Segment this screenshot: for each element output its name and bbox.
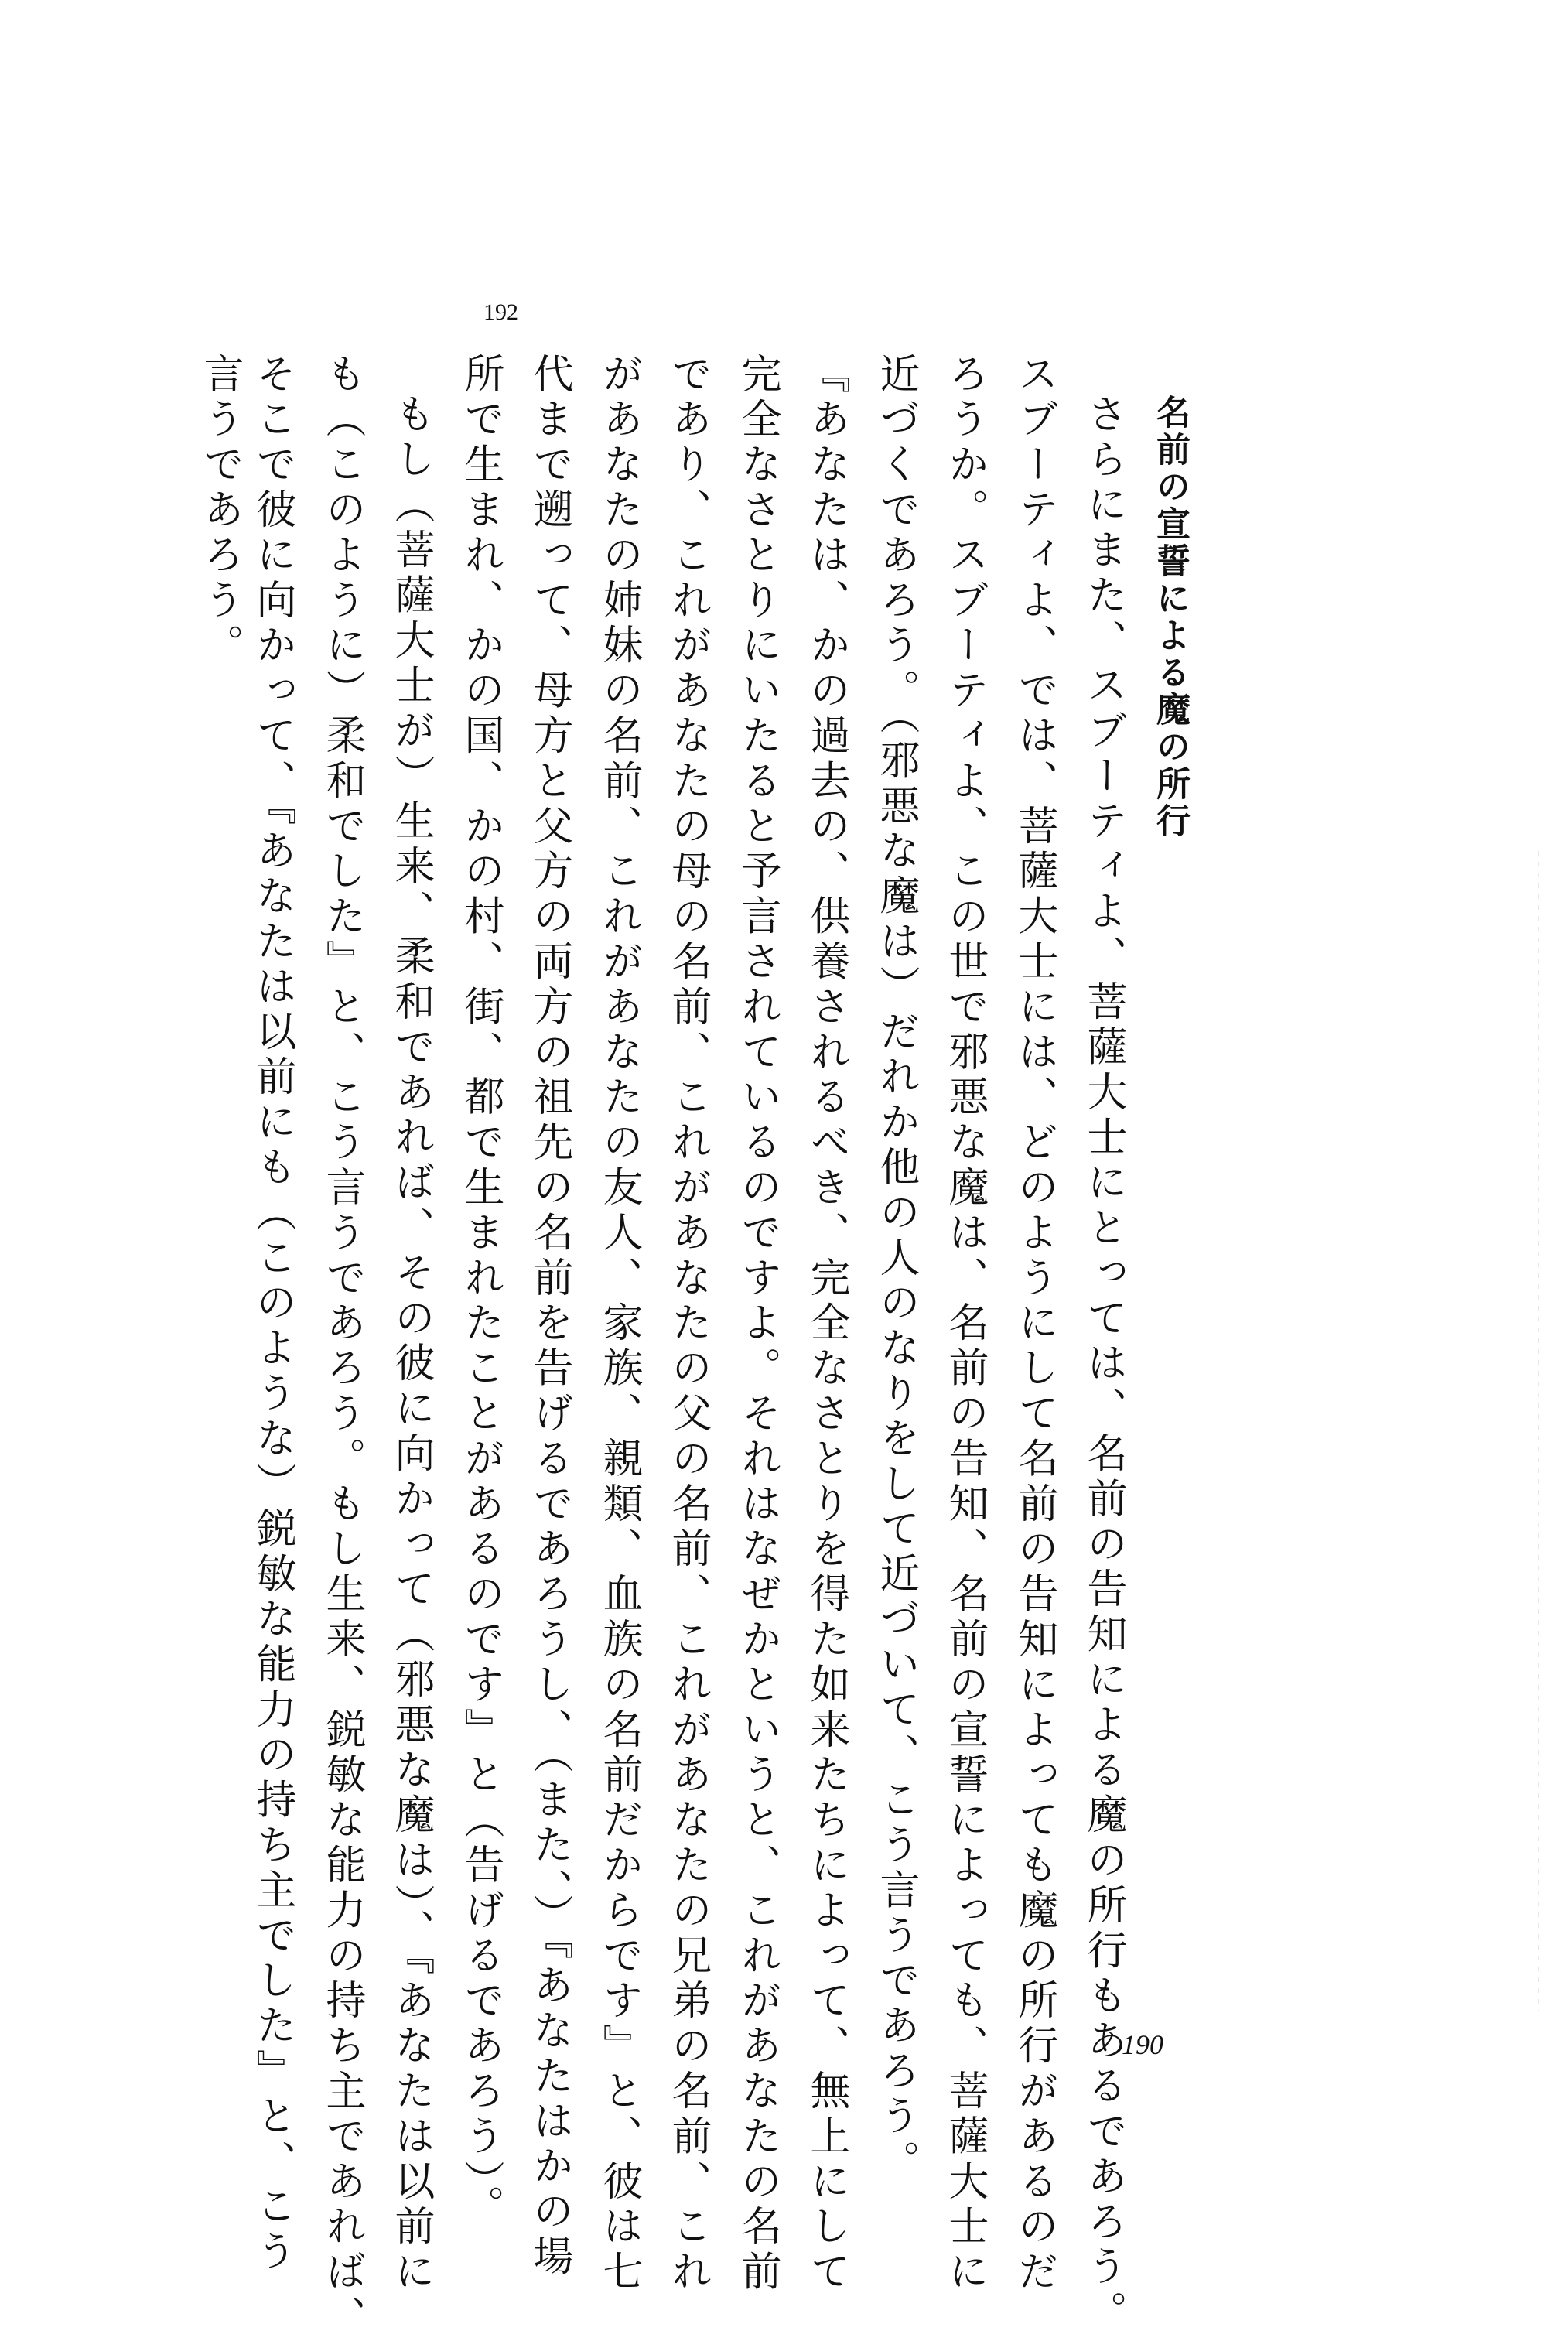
text-column-3: ろうか。スブーティよ、この世で邪悪な魔は、名前の告知、名前の宣誓によっても、菩薩大士に: [941, 353, 988, 2296]
text-column-10: 所で生まれ、かの国、かの村、街、都で生まれたことがあるのです』と（告げるであろう）。: [457, 353, 504, 2230]
text-column-7: であり、これがあなたの母の名前、これがあなたの父の名前、これがあなたの兄弟の名前、これ: [664, 353, 711, 2296]
text-column-9: 代まで遡って、母方と父方の両方の祖先の名前を告げるであろうし、（また、）『あなたはかの場: [526, 353, 572, 2281]
text-column-5: 『あなたは、かの過去の、供養されるべき、完全なさとりを得た如来たちによって、無上にして: [803, 353, 849, 2296]
bottom-page-number: 190: [1122, 2029, 1163, 2060]
text-column-4: 近づくであろう。（邪悪な魔は）だれか他の人のなりをして近づいて、こう言うであろう。: [873, 353, 919, 2186]
text-column-1: さらにまた、スブーティよ、菩薩大士にとっては、名前の告知による魔の所行もあるであろう。: [1080, 393, 1126, 2336]
text-column-6: 完全なさとりにいたると予言されているのですよ。それはなぜかというと、これがあなたの名前: [734, 353, 781, 2296]
text-column-14: 言うであろう。: [196, 353, 243, 669]
text-column-2: スブーティよ、では、菩薩大士には、どのようにして名前の告知によっても魔の所行があるのだ: [1011, 353, 1057, 2296]
scan-edge-artifact: [1538, 851, 1539, 2011]
text-column-8: があなたの姉妹の名前、これがあなたの友人、家族、親類、血族の名前だからです』と、彼は七: [596, 353, 642, 2296]
top-page-number: 192: [483, 299, 518, 325]
section-heading: 名前の宣誓による魔の所行: [1150, 395, 1190, 840]
text-column-13: そこで彼に向かって、『あなたは以前にも（このような）鋭敏な能力の持ち主でした』と、こう: [249, 353, 295, 2276]
text-column-11: もし（菩薩大士が）生来、柔和であれば、その彼に向かって（邪悪な魔は）、『あなたは以前に: [388, 393, 434, 2296]
text-column-12: も（このように）柔和でした』と、こう言うであろう。もし生来、鋭敏な能力の持ち主であれば、: [319, 353, 365, 2341]
